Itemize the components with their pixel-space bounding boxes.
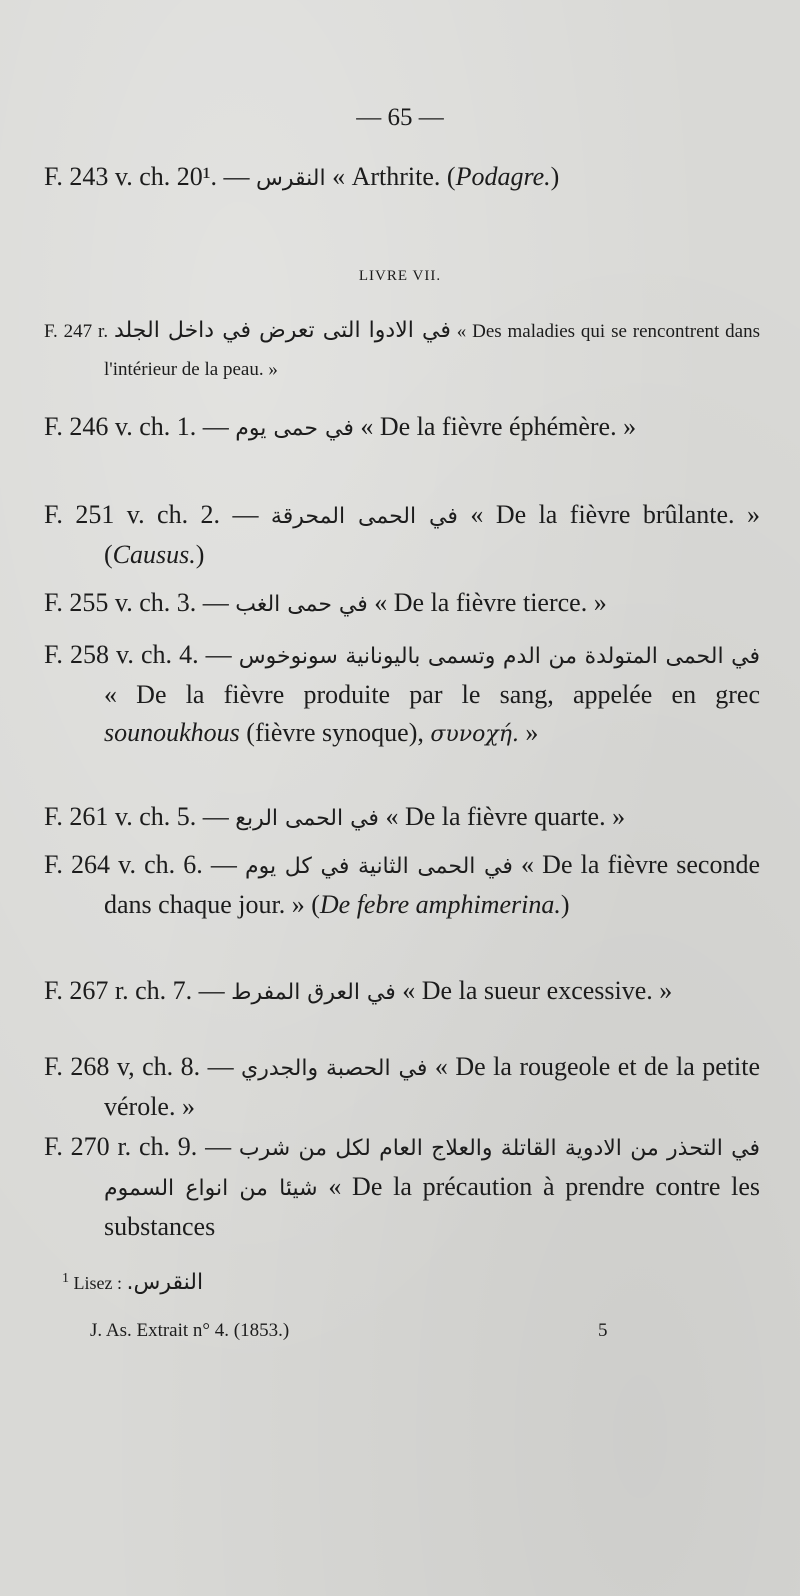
- entry-f255: [44, 584, 760, 624]
- closing-quote: »: [525, 718, 539, 747]
- entry-ref: F. 270 r. ch. 9. —: [44, 1132, 232, 1161]
- entry-arabic: في العرق المفرط: [231, 980, 396, 1005]
- footnote-label: Lisez :: [73, 1273, 122, 1293]
- entry-text: « De la fièvre éphémère. »: [360, 412, 637, 441]
- entry-italic: Podagre.: [455, 162, 551, 191]
- entry-f270: [44, 1128, 760, 1246]
- entry-text: « Des maladies qui se rencontrent dans l'intérieur de la peau. »: [104, 321, 760, 380]
- entry-f243: [44, 158, 760, 198]
- footnote-marker: 1: [62, 1271, 69, 1286]
- signature-line: J. As. Extrait n° 4. (1853.): [90, 1320, 290, 1341]
- entry-tail: ): [195, 540, 205, 569]
- entry-text: « De la fièvre quarte. »: [385, 802, 626, 831]
- footnote-arabic: النقرس.: [126, 1270, 204, 1295]
- entry-italic: De febre amphimerina.: [319, 890, 561, 919]
- entry-ref: F. 243 v. ch. 20¹. —: [44, 162, 250, 191]
- entry-ref: F. 261 v. ch. 5. —: [44, 802, 229, 831]
- entry-tail: ): [550, 162, 560, 191]
- page-number: — 65 —: [356, 104, 444, 131]
- entry-greek: συνοχή.: [430, 722, 519, 747]
- entry-f258: [44, 636, 760, 754]
- entry-arabic: في الحمى الثانية في كل يوم: [245, 854, 513, 879]
- entry-text: « De la fièvre tierce. »: [374, 588, 607, 617]
- entry-arabic: في الادوا التى تعرض في داخل الجلد: [113, 318, 451, 343]
- entry-ref: F. 247 r.: [44, 321, 109, 342]
- entry-text: « De la précaution à prendre contre les substances: [104, 1172, 760, 1241]
- entry-ref: F. 258 v. ch. 4. —: [44, 640, 232, 669]
- entry-ref: F. 267 r. ch. 7. —: [44, 976, 225, 1005]
- entry-text: « De la fièvre brûlante. » (: [104, 500, 760, 569]
- entry-tail: ): [560, 890, 570, 919]
- entry-ref: F. 246 v. ch. 1. —: [44, 412, 229, 441]
- entry-f261: [44, 798, 760, 838]
- entry-arabic: في حمى يوم: [235, 416, 354, 441]
- entry-f267: [44, 972, 760, 1012]
- entry-f251: [44, 496, 760, 574]
- entry-ref: F. 255 v. ch. 3. —: [44, 588, 229, 617]
- entry-arabic: في الحمى المحرقة: [270, 504, 458, 529]
- entry-text: « De la fièvre seconde dans chaque jour. » (: [104, 850, 761, 919]
- entry-text: « Arthrite. (: [332, 162, 456, 191]
- entry-f246: [44, 408, 760, 448]
- entry-ref: F. 251 v. ch. 2. —: [44, 500, 259, 529]
- entry-italic: Causus.: [112, 540, 196, 569]
- entry-arabic: في الحصبة والجدري: [241, 1056, 428, 1081]
- entry-tail: (fièvre synoque),: [246, 718, 424, 747]
- entry-arabic: في التحذر من الادوية القاتلة والعلاج العام لكل من شرب شيئا من انواع السموم: [104, 1136, 760, 1201]
- entry-ref: F. 264 v. ch. 6. —: [44, 850, 237, 879]
- entry-arabic: النقرس: [256, 166, 326, 191]
- entry-f264: [44, 846, 760, 924]
- entry-ref: F. 268 v, ch. 8. —: [44, 1052, 234, 1081]
- footnote: [62, 1270, 203, 1295]
- entry-text: « De la rougeole et de la petite vérole. »: [104, 1052, 760, 1121]
- entry-arabic: في الحمى المتولدة من الدم وتسمى باليونانية سونوخوس: [238, 644, 761, 669]
- signature-mark: 5: [598, 1320, 608, 1341]
- entry-arabic: في الحمى الربع: [235, 806, 379, 831]
- entry-arabic: في حمى الغب: [235, 592, 368, 617]
- entry-f268: [44, 1048, 760, 1126]
- entry-f247: [44, 312, 760, 389]
- entry-text: « De la fièvre produite par le sang, appelée en grec: [104, 680, 760, 709]
- entry-italic: sounoukhous: [104, 718, 240, 747]
- book-heading: LIVRE VII.: [358, 268, 442, 284]
- entry-text: « De la sueur excessive. »: [402, 976, 673, 1005]
